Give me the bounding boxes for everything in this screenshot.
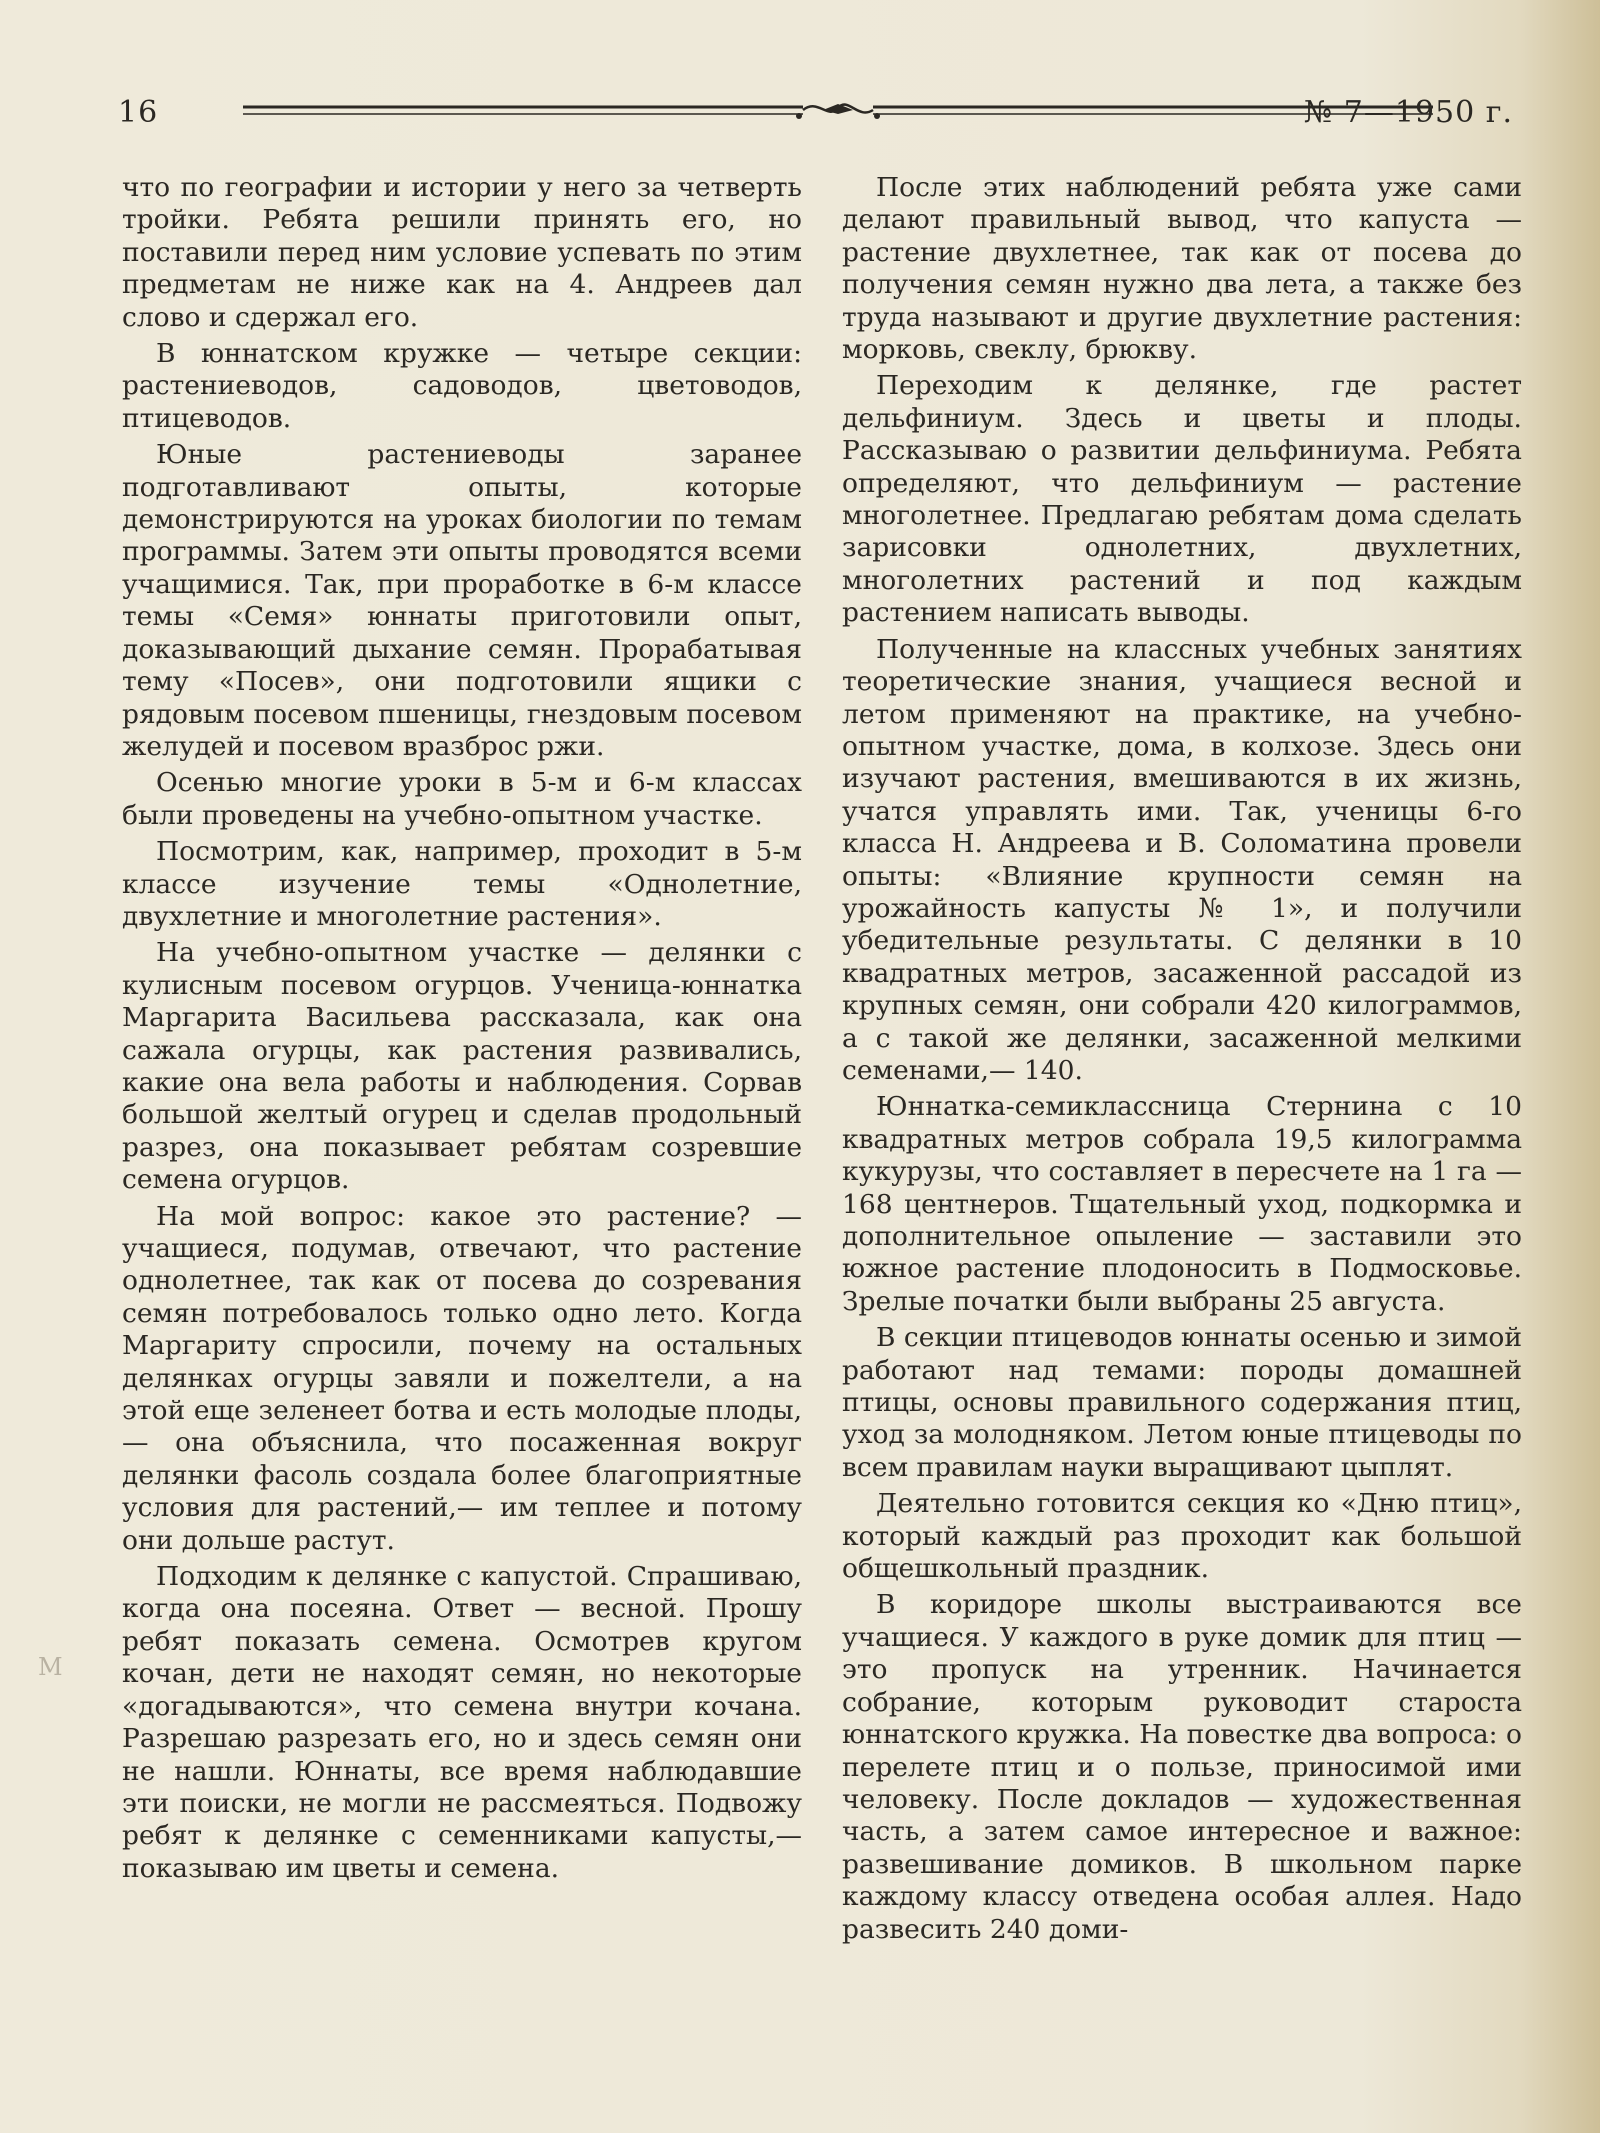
right-column xyxy=(842,172,1522,1950)
paragraph: В секции птицеводов юннаты осенью и зимой работают над темами: породы домашней птицы, основы правильного содержания птиц, уход за молодняком. Летом юные птицеводы по всем правилам науки выращивают цыплят. xyxy=(842,1322,1522,1483)
paragraph: Переходим к делянке, где растет дельфиниум. Здесь и цветы и плоды. Рассказываю о развитии дельфиниума. Ребята определяют, что дельфиниум — растение многолетнее. Предлагаю ребятам дома сделать зарисовки однолетних, двухлетних, многолетних растений и под каждым растением написать выводы. xyxy=(842,370,1522,629)
paragraph: В коридоре школы выстраиваются все учащиеся. У каждого в руке домик для птиц — это пропуск на утренник. Начинается собрание, которым руководит староста юннатского кружка. На повестке два вопроса: о перелете птиц и о пользе, приносимой ими человеку. После докладов — художественная часть, а затем самое интересное и важное: развешивание домиков. В школьном парке каждому классу отведена особая аллея. Надо развесить 240 доми- xyxy=(842,1589,1522,1945)
paragraph: На мой вопрос: какое это растение? — учащиеся, подумав, отвечают, что растение однолетнее, так как от посева до созревания семян потребовалось только одно лето. Когда Маргариту спросили, почему на остальных делянках огурцы завяли и пожелтели, а на этой еще зеленеет ботва и есть молодые плоды,— она объяснила, что посаженная вокруг делянки фасоль создала более благоприятные условия для растений,— им теплее и потому они дольше растут. xyxy=(122,1200,802,1556)
paragraph: что по географии и истории у него за четверть тройки. Ребята решили принять его, но поставили перед ним условие успевать по этим предметам не ниже как на 4. Андреев дал слово и сдержал его. xyxy=(122,172,802,333)
left-column xyxy=(122,172,802,1889)
running-header xyxy=(118,88,1513,138)
paragraph: На учебно-опытном участке — делянки с кулисным посевом огурцов. Ученица-юннатка Маргарита Васильева рассказала, как она сажала огурцы, как растения развивались, какие она вела работы и наблюдения. Сорвав большой желтый огурец и сделав продольный разрез, она показывает ребятам созревшие семена огурцов. xyxy=(122,937,802,1196)
page-number: 16 xyxy=(118,95,159,130)
paragraph: После этих наблюдений ребята уже сами делают правильный вывод, что капуста — растение двухлетнее, так как от посева до получения семян нужно два лета, а также без труда называют и другие двухлетние растения: морковь, свеклу, брюкву. xyxy=(842,172,1522,366)
paragraph: Юннатка-семиклассница Стернина с 10 квадратных метров собрала 19,5 килограмма кукурузы, что составляет в пересчете на 1 га — 168 центнеров. Тщательный уход, подкормка и дополнительное опыление — заставили это южное растение плодоносить в Подмосковье. Зрелые початки были выбраны 25 августа. xyxy=(842,1091,1522,1317)
paragraph: В юннатском кружке — четыре секции: растениеводов, садоводов, цветоводов, птицеводов. xyxy=(122,338,802,434)
paragraph: Подходим к делянке с капустой. Спрашиваю, когда она посеяна. Ответ — весной. Прошу ребят показать семена. Осмотрев кругом кочан, дети не находят семян, но некоторые «догадываются», что семена внутри кочана. Разрешаю разрезать его, но и здесь семян они не нашли. Юннаты, все время наблюдавшие эти поиски, не могли не рассмеяться. Подвожу ребят к делянке с семенниками капусты,— показываю им цветы и семена. xyxy=(122,1561,802,1884)
header-ornament xyxy=(243,96,1433,126)
paragraph: Осенью многие уроки в 5-м и 6-м классах были проведены на учебно-опытном участке. xyxy=(122,767,802,831)
paragraph: Деятельно готовится секция ко «Дню птиц», который каждый раз проходит как большой общешкольный праздник. xyxy=(842,1488,1522,1585)
issue-date: № 7—1950 г. xyxy=(1303,95,1513,130)
paragraph: Посмотрим, как, например, проходит в 5-м классе изучение темы «Однолетние, двухлетние и многолетние растения». xyxy=(122,836,802,932)
paragraph: Полученные на классных учебных занятиях теоретические знания, учащиеся весной и летом применяют на практике, на учебно-опытном участке, дома, в колхозе. Здесь они изучают растения, вмешиваются в их жизнь, учатся управлять ими. Так, ученицы 6-го класса Н. Андреева и В. Соломатина провели опыты: «Влияние крупности семян на урожайность капусты № 1», и получили убедительные результаты. С делянки в 10 квадратных метров, засаженной рассадой из крупных семян, они собрали 420 килограммов, а с такой же делянки, засаженной мелкими семенами,— 140. xyxy=(842,633,1522,1086)
margin-mark: M xyxy=(38,1653,63,1681)
paragraph: Юные растениеводы заранее подготавливают опыты, которые демонстрируются на уроках биологии по темам программы. Затем эти опыты проводятся всеми учащимися. Так, при проработке в 6-м классе темы «Семя» юннаты приготовили опыт, доказывающий дыхание семян. Прорабатывая тему «Посев», они подготовили ящики с рядовым посевом пшеницы, гнездовым посевом желудей и посевом вразброс ржи. xyxy=(122,439,802,762)
